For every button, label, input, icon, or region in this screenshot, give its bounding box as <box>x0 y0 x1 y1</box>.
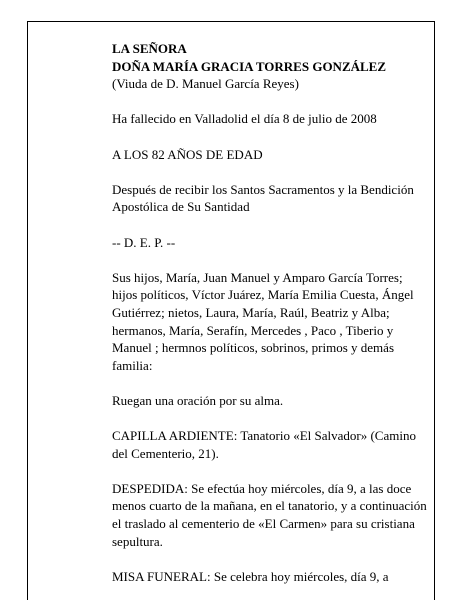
death-notice: Ha fallecido en Valladolid el día 8 de julio de 2008 <box>112 111 377 127</box>
age-line: A LOS 82 AÑOS DE EDAD <box>112 146 263 162</box>
deceased-name: DOÑA MARÍA GRACIA TORRES GONZÁLEZ <box>112 58 387 74</box>
obituary-heading <box>112 40 428 93</box>
prayer-line: Ruegan una oración por su alma. <box>112 392 284 408</box>
family-paragraph: Sus hijos, María, Juan Manuel y Amparo García Torres; hijos políticos, Víctor Juárez, María Emilia Cuesta, Ángel Gutiérrez; nietos, Laura, María, Raúl, Beatriz y Alba; hermanos, María, Serafín, Mercedes , Paco , Tiberio y Manuel ; hermnos políticos, sobrinos, primos y demás familia: <box>112 269 414 373</box>
farewell-paragraph: DESPEDIDA: Se efectúa hoy miércoles, día 9, a las doce menos cuarto de la mañana, en el tanatorio, y a continuación el traslado al cementerio de «El Carmen» para su cristiana sepultura. <box>112 480 427 549</box>
chapel-paragraph: CAPILLA ARDIENTE: Tanatorio «El Salvador» (Camino del Cementerio, 21). <box>112 428 416 461</box>
sacraments-line: Después de recibir los Santos Sacramentos y la Bendición Apostólica de Su Santidad <box>112 181 414 215</box>
rip-line: -- D. E. P. -- <box>112 234 176 250</box>
heading-title: LA SEÑORA <box>112 41 187 56</box>
widow-of-line: (Viuda de D. Manuel García Reyes) <box>112 76 299 92</box>
funeral-mass-paragraph: MISA FUNERAL: Se celebra hoy miércoles, día 9, a <box>112 568 389 584</box>
obituary-text <box>112 40 428 600</box>
